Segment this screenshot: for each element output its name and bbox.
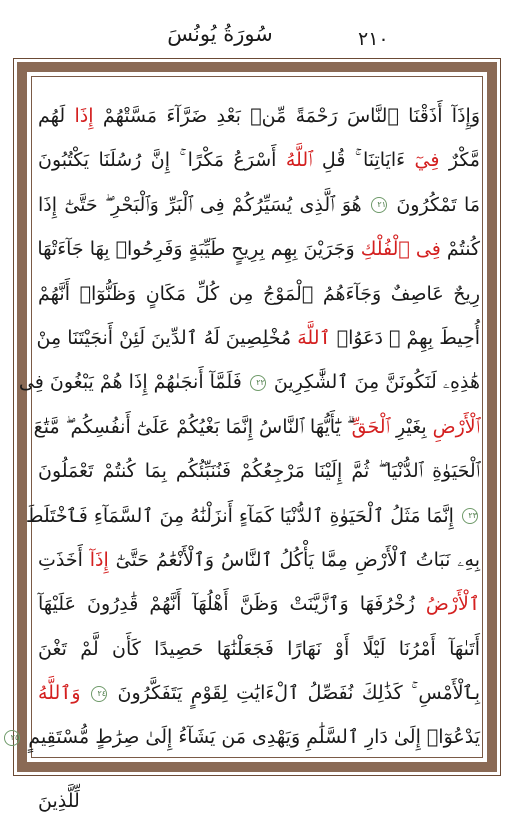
text-segment: أُحِيطَ بِهِمْ ۙ دَعَوُا۟ — [330, 326, 480, 349]
highlighted-word: ٱلْحَقِّ — [351, 415, 390, 438]
text-line — [38, 538, 480, 582]
text-line — [38, 582, 480, 626]
text-line — [38, 227, 480, 271]
text-segment: وَإِذَآ أَذَقْنَا ٱلنَّاسَ رَحْمَةً مِّنۢ بَعْدِ ضَرَّآءَ مَسَّتْهُمْ — [93, 105, 481, 127]
highlighted-word: ٱلْأَرْضِ — [432, 415, 480, 438]
text-line — [38, 316, 480, 360]
surah-title: سُورَةُ يُونُسَ — [167, 22, 273, 46]
highlighted-word: فِيٓ — [414, 149, 440, 172]
verse-number-marker: ٢٢ — [250, 375, 266, 391]
text-segment: مُخْلِصِينَ لَهُ ٱلدِّينَ لَئِنْ أَنجَيْتَنَا مِنْ — [36, 326, 298, 349]
text-line — [38, 138, 480, 182]
text-line — [25, 494, 480, 538]
text-segment: إِنَّمَا مَثَلُ ٱلْحَيَوٰةِ ٱلدُّنْيَا كَمَآءٍ أَنزَلْنَٰهُ مِنَ ٱلسَّمَآءِ فَٱخْتَلَطَ — [25, 504, 460, 527]
verse-number-marker: ٢٣ — [462, 508, 478, 524]
text-segment: يَدْعُوٓا۟ إِلَىٰ دَارِ ٱلسَّلَٰمِ وَيَهْدِى مَن يَشَآءُ إِلَىٰ صِرَٰطٍ مُّسْتَقِيمٍ — [22, 726, 480, 749]
text-line — [38, 183, 480, 227]
text-segment — [81, 682, 89, 704]
verse-number-marker: ٢٥ — [4, 730, 20, 746]
highlighted-word: ٱللَّهَ — [297, 326, 331, 349]
verse-number-marker: ٢١ — [371, 197, 387, 213]
text-segment: زُخْرُفَهَا وَٱزَّيَّنَتْ وَظَنَّ أَهْلُهَآ أَنَّهُمْ قَٰدِرُونَ عَلَيْهَآ — [38, 593, 426, 616]
highlighted-word: إِذَا — [74, 105, 94, 127]
text-segment: مَا تَمْكُرُونَ — [389, 193, 480, 216]
text-segment: وَجَرَيْنَ بِهِم بِرِيحٍ طَيِّبَةٍ وَفَرِحُوا۟ بِهَا جَآءَتْهَا — [37, 238, 361, 261]
text-segment: هَٰذِهِۦ لَنَكُونَنَّ مِنَ ٱلشَّٰكِرِينَ — [267, 371, 480, 394]
highlighted-word: إِذَآ — [89, 548, 109, 571]
text-line — [38, 671, 480, 715]
text-segment: ءَايَاتِنَا ۚ قُلِ — [312, 149, 415, 172]
text-segment: أَسْرَعُ مَكْرًا ۚ إِنَّ رُسُلَنَا يَكْتُبُونَ — [38, 149, 286, 172]
text-segment: هُوَ ٱلَّذِى يُسَيِّرُكُمْ فِى ٱلْبَرِّ وَٱلْبَحْرِ ۖ حَتَّىٰٓ إِذَا — [38, 193, 369, 216]
text-segment: لَهُم — [38, 105, 75, 127]
text-line — [38, 94, 480, 138]
text-segment: بِٱلْأَمْسِ ۚ كَذَٰلِكَ نُفَصِّلُ ٱلْءَايَٰتِ لِقَوْمٍ يَتَفَكَّرُونَ — [109, 682, 481, 705]
text-segment: ٱلْحَيَوٰةِ ٱلدُّنْيَا ۖ ثُمَّ إِلَيْنَا مَرْجِعُكُمْ فَنُنَبِّئُكُم بِمَا كُنتُمْ تَعْمَلُونَ — [38, 460, 480, 483]
highlighted-word: وَٱللَّهُ — [38, 682, 81, 705]
text-line — [38, 449, 480, 493]
text-segment: بِغَيْرِ — [389, 415, 433, 438]
text-segment: مَّكْرٌ — [439, 149, 480, 172]
text-line — [10, 715, 480, 759]
text-segment: أَتَىٰهَآ أَمْرُنَا لَيْلًا أَوْ نَهَارًا فَجَعَلْنَٰهَا حَصِيدًا كَأَن لَّمْ تَغْنَ — [38, 637, 480, 660]
text-line — [38, 627, 480, 671]
text-line — [38, 272, 480, 316]
text-line — [33, 405, 480, 449]
catchword: لِّلَّذِينَ — [38, 790, 80, 812]
highlighted-word: ٱلْأَرْضُ — [425, 593, 480, 616]
page-header — [0, 0, 518, 58]
highlighted-word: فِى ٱلْفُلْكِ — [360, 238, 441, 261]
highlighted-word: ٱللَّهُ — [285, 149, 313, 172]
text-segment: رِيحٌ عَاصِفٌ وَجَآءَهُمُ ٱلْمَوْجُ مِن كُلِّ مَكَانٍ وَظَنُّوٓا۟ أَنَّهُمْ — [38, 282, 480, 305]
text-line — [18, 360, 480, 404]
text-segment: ۗ يَٰٓأَيُّهَا ٱلنَّاسُ إِنَّمَا بَغْيُكُمْ عَلَىٰٓ أَنفُسِكُم ۖ مَّتَٰعَ — [33, 415, 352, 438]
text-segment: بِهِۦ نَبَاتُ ٱلْأَرْضِ مِمَّا يَأْكُلُ ٱلنَّاسُ وَٱلْأَنْعَٰمُ حَتَّىٰٓ — [108, 548, 480, 571]
text-segment: أَخَذَتِ — [38, 548, 90, 571]
text-segment: كُنتُمْ — [440, 238, 480, 261]
text-segment: فَلَمَّآ أَنجَىٰهُمْ إِذَا هُمْ يَبْغُونَ فِى — [18, 371, 248, 394]
quran-text-body — [10, 94, 481, 760]
verse-number-marker: ٢٤ — [91, 686, 107, 702]
page-number: ٢١٠ — [358, 28, 389, 50]
